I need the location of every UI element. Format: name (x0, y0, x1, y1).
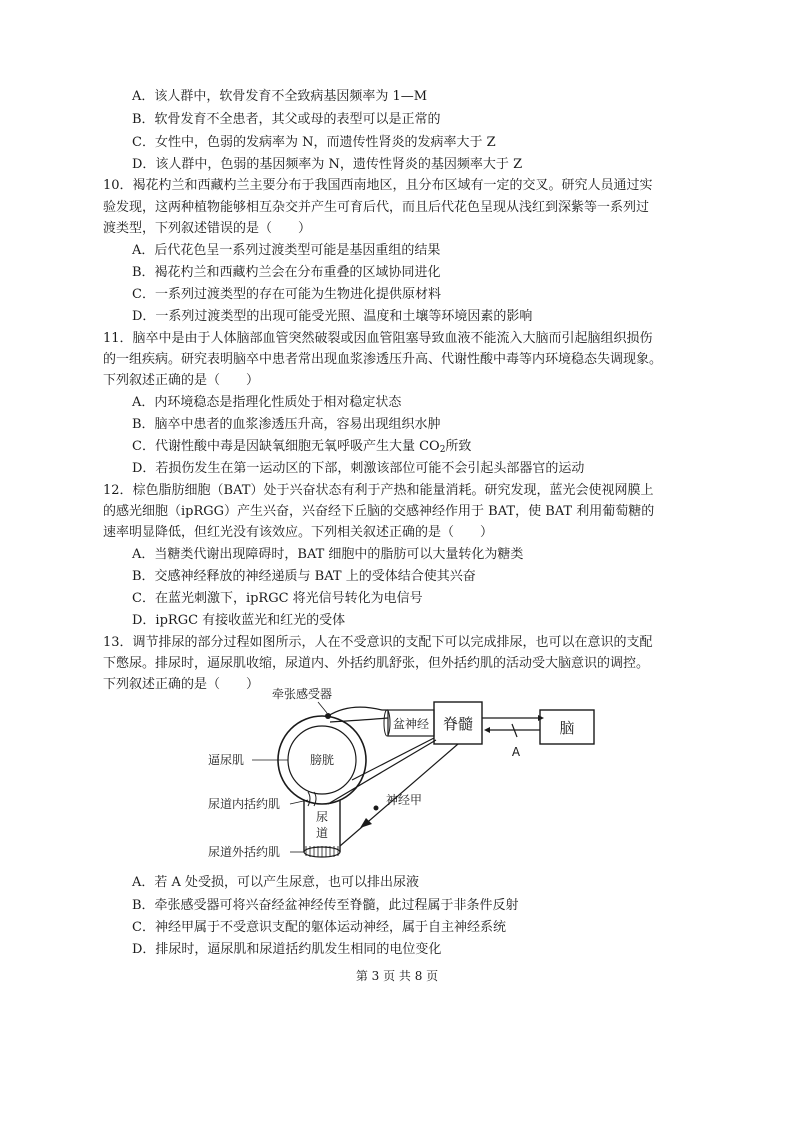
q13-stem-line-1: 13．调节排尿的部分过程如图所示，人在不受意识的支配下可以完成排尿，也可以在意识的支配 (103, 635, 653, 650)
urethra-label-2: 道 (315, 826, 329, 840)
pelvic-nerve-ganglion (384, 710, 390, 736)
q10-option-b: B．褐花杓兰和西藏杓兰会在分布重叠的区域协同进化 (132, 265, 441, 280)
inner-sphincter-leader (290, 800, 308, 804)
q11-option-b: B．脑卒中患者的血浆渗透压升高，容易出现组织水肿 (132, 417, 441, 432)
descending-arrowhead (484, 727, 490, 733)
q9-option-c: C．女性中，色弱的发病率为 N，而遗传性肾炎的发病率大于 Z (132, 135, 496, 150)
urination-reflex-diagram (190, 680, 610, 875)
q11-option-c-text: C．代谢性酸中毒是因缺氧细胞无氧呼吸产生大量 CO (132, 439, 440, 454)
q13-option-c: C．神经甲属于不受意识支配的躯体运动神经，属于自主神经系统 (132, 920, 506, 935)
q10-option-c: C．一系列过渡类型的存在可能为生物进化提供原材料 (132, 287, 441, 302)
q13-option-a: A．若 A 处受损，可以产生尿意，也可以排出尿液 (132, 875, 420, 890)
q12-stem-line-2: 的感光细胞（ipRGG）产生兴奋，兴奋经下丘脑的交感神经作用于 BAT，使 BAT 利用葡萄糖的 (103, 504, 655, 519)
q10-stem-line-2: 验发现，这两种植物能够相互杂交并产生可育后代，而且后代花色呈现从浅红到深紫等一系列过 (103, 200, 650, 215)
q12-option-c: C．在蓝光刺激下，ipRGC 将光信号转化为电信号 (132, 591, 423, 606)
urethra-label-1: 尿 (315, 810, 329, 824)
q12-stem-line-3: 速率明显降低，但红光没有该效应。下列相关叙述正确的是（ ） (103, 525, 494, 540)
nerve-jia-label: 神经甲 (386, 793, 423, 807)
q11-stem-line-3: 下列叙述正确的是（ ） (103, 373, 260, 388)
page-footer: 第 3 页 共 8 页 (355, 969, 439, 983)
q11-option-c (132, 437, 471, 460)
inner-sphincter-marks (308, 792, 316, 806)
q12-option-b: B．交感神经释放的神经递质与 BAT 上的受体结合使其兴奋 (132, 569, 476, 584)
q10-stem-line-1: 10．褐花杓兰和西藏杓兰主要分布于我国西南地区，且分布区域有一定的交叉。研究人员通过实 (103, 178, 653, 193)
q11-stem-line-1: 11．脑卒中是由于人体脑部血管突然破裂或因血管阻塞导致血液不能流入大脑而引起脑组织损伤 (103, 331, 653, 346)
q11-option-c-suffix: 所致 (445, 439, 472, 454)
pelvic-nerve-label: 盆神经 (392, 717, 430, 731)
bladder-label: 膀胱 (309, 753, 335, 767)
q13-stem-line-3: 下列叙述正确的是（ ） (103, 677, 260, 692)
q11-option-a: A．内环境稳态是指理化性质处于相对稳定状态 (132, 395, 402, 410)
q13-option-d: D．排尿时，逼尿肌和尿道括约肌发生相同的电位变化 (132, 942, 442, 957)
q13-option-b: B．牵张感受器可将兴奋经盆神经传至脊髓，此过程属于非条件反射 (132, 898, 519, 913)
q12-option-a: A．当糖类代谢出现障碍时，BAT 细胞中的脂肪可以大量转化为糖类 (132, 547, 524, 562)
q9-option-d: D．该人群中，色弱的基因频率为 N，遗传性肾炎的基因频率大于 Z (132, 157, 523, 172)
q11-stem-line-2: 的一组疾病。研究表明脑卒中患者常出现血浆渗透压升高、代谢性酸中毒等内环境稳态失调现象。 (103, 352, 663, 367)
outer-sphincter-label: 尿道外括约肌 (208, 845, 281, 859)
q12-stem-line-1: 12．棕色脂肪细胞（BAT）处于兴奋状态有利于产热和能量消耗。研究发现，蓝光会使视网膜上 (103, 483, 654, 498)
detrusor-label: 逼尿肌 (208, 753, 245, 767)
spinal-cord-label: 脊髓 (442, 715, 474, 733)
q10-option-a: A．后代花色呈一系列过渡类型可能是基因重组的结果 (132, 243, 441, 258)
stretch-receptor-label: 牵张感受器 (271, 687, 333, 701)
q9-option-b: B．软骨发育不全患者，其父或母的表型可以是正常的 (132, 112, 441, 127)
q11-option-d: D．若损伤发生在第一运动区的下部，刺激该部位可能不会引起头部器官的运动 (132, 461, 585, 476)
stretch-receptor-leader (318, 702, 327, 713)
q11-option-c-subscript: 2 (439, 445, 446, 455)
q10-option-d: D．一系列过渡类型的出现可能受光照、温度和土壤等环境因素的影响 (132, 309, 533, 324)
q12-option-d: D．ipRGC 有接收蓝光和红光的受体 (132, 613, 346, 628)
inner-sphincter-label: 尿道内括约肌 (208, 797, 281, 811)
brain-label: 脑 (559, 719, 575, 737)
q13-stem-line-2: 下憋尿。排尿时，逼尿肌收缩，尿道内、外括约肌舒张，但外括约肌的活动受大脑意识的调控。 (103, 656, 650, 671)
ascending-arrowhead (538, 715, 544, 721)
efferent-to-bladder (352, 738, 434, 780)
q9-option-a: A．该人群中，软骨发育不全致病基因频率为 1—M (132, 89, 428, 104)
nerve-jia-node (374, 806, 379, 811)
q10-stem-line-3: 渡类型，下列叙述错误的是（ ） (103, 221, 312, 236)
afferent-pathway (328, 707, 388, 716)
point-a-label: A (511, 745, 521, 759)
